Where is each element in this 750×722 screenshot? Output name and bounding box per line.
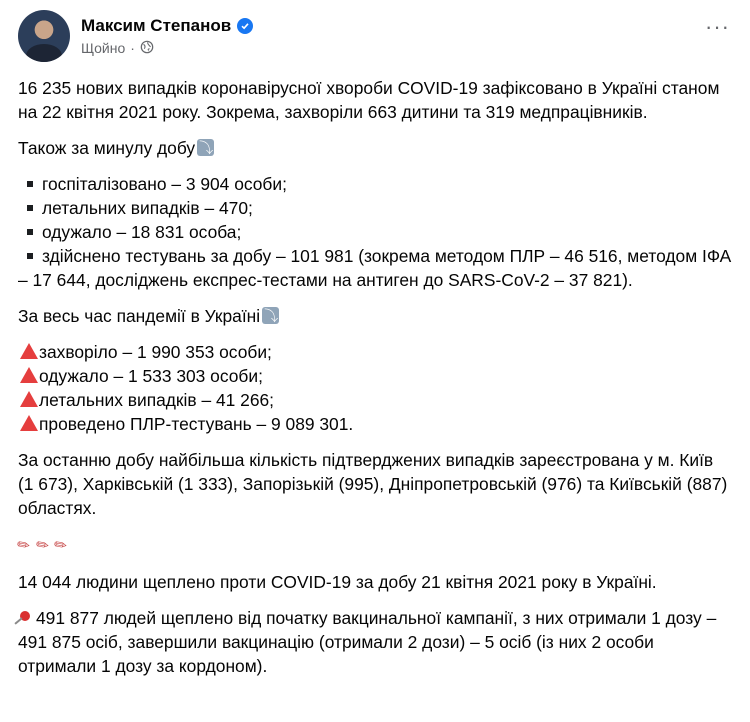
- list-item: [18, 412, 732, 436]
- syringe-row: [13, 532, 732, 558]
- paragraph-daily-title: [18, 136, 732, 160]
- list-item-text: одужало – 1 533 303 особи;: [39, 366, 263, 386]
- list-item: [18, 220, 732, 244]
- vaccinated-total-text: 491 877 людей щеплено від початку вакцинальної кампанії, з них отримали 1 дозу – 491 875 осіб, завершили вакцинацію (отримали 2 дози) – 5 осіб (із них 2 особи отримали 1 дозу за кордоном).: [18, 608, 717, 676]
- list-item: [18, 388, 732, 412]
- post-header: [18, 10, 253, 62]
- list-item: [18, 244, 732, 292]
- list-item-text: одужало – 18 831 особа;: [42, 222, 242, 242]
- author-name[interactable]: Максим Степанов: [81, 15, 232, 35]
- syringe-icon: ✎: [32, 535, 53, 557]
- syringe-icon: ✎: [51, 535, 72, 557]
- daily-list: [18, 172, 732, 292]
- pushpin-icon: [20, 611, 30, 621]
- paragraph-new-cases: 16 235 нових випадків коронавірусної хвороби COVID-19 зафіксовано в Україні станом на 22 квітня 2021 року. Зокрема, захворіли 663 дитини та 319 медпрацівників.: [18, 78, 720, 122]
- bullet-square-icon: [27, 253, 33, 259]
- red-triangle-icon: [20, 343, 38, 359]
- list-item-text: летальних випадків – 41 266;: [39, 390, 274, 410]
- red-triangle-icon: [20, 415, 38, 431]
- list-item: [18, 340, 732, 364]
- separator-dot: ·: [130, 40, 135, 56]
- verified-icon: [237, 18, 253, 34]
- red-triangle-icon: [20, 367, 38, 383]
- author-meta: [81, 16, 253, 57]
- bullet-square-icon: [27, 205, 33, 211]
- name-row: [81, 16, 253, 36]
- post-meta: [81, 40, 253, 57]
- daily-title-text: Також за минулу добу: [18, 138, 196, 158]
- list-item: [18, 196, 732, 220]
- list-item: [18, 364, 732, 388]
- paragraph-vaccinated-total: [18, 606, 732, 678]
- list-item-text: здійснено тестувань за добу – 101 981 (зокрема методом ПЛР – 46 516, методом ІФА – 17 644, досліджень експрес-тестами на антиген до SARS-CoV-2 – 37 821).: [18, 246, 732, 290]
- more-options-icon[interactable]: ···: [705, 14, 730, 39]
- list-item-text: госпіталізовано – 3 904 особи;: [42, 174, 287, 194]
- timestamp[interactable]: Щойно: [81, 40, 126, 56]
- avatar[interactable]: [18, 10, 70, 62]
- bullet-square-icon: [27, 229, 33, 235]
- list-item-text: захворіло – 1 990 353 особи;: [39, 342, 272, 362]
- down-arrow-icon: [197, 139, 214, 156]
- list-item-text: летальних випадків – 470;: [42, 198, 253, 218]
- total-list: [18, 340, 732, 436]
- paragraph-regions: За останню добу найбільша кількість підтверджених випадків зареєстрована у м. Київ (1 673), Харківській (1 333), Запорізькій (995), Дніпропетровській (976) та Київській (887) областях.: [18, 450, 728, 518]
- red-triangle-icon: [20, 391, 38, 407]
- post-content: [13, 76, 732, 678]
- globe-icon[interactable]: [140, 40, 154, 57]
- list-item: [18, 172, 732, 196]
- total-title-text: За весь час пандемії в Україні: [18, 306, 261, 326]
- paragraph-total-title: [18, 304, 732, 328]
- bullet-square-icon: [27, 181, 33, 187]
- list-item-text: проведено ПЛР-тестувань – 9 089 301.: [39, 414, 354, 434]
- paragraph-vaccinated-daily: 14 044 людини щеплено проти COVID-19 за добу 21 квітня 2021 року в Україні.: [18, 572, 657, 592]
- syringe-icon: ✎: [13, 535, 35, 557]
- down-arrow-icon: [262, 307, 279, 324]
